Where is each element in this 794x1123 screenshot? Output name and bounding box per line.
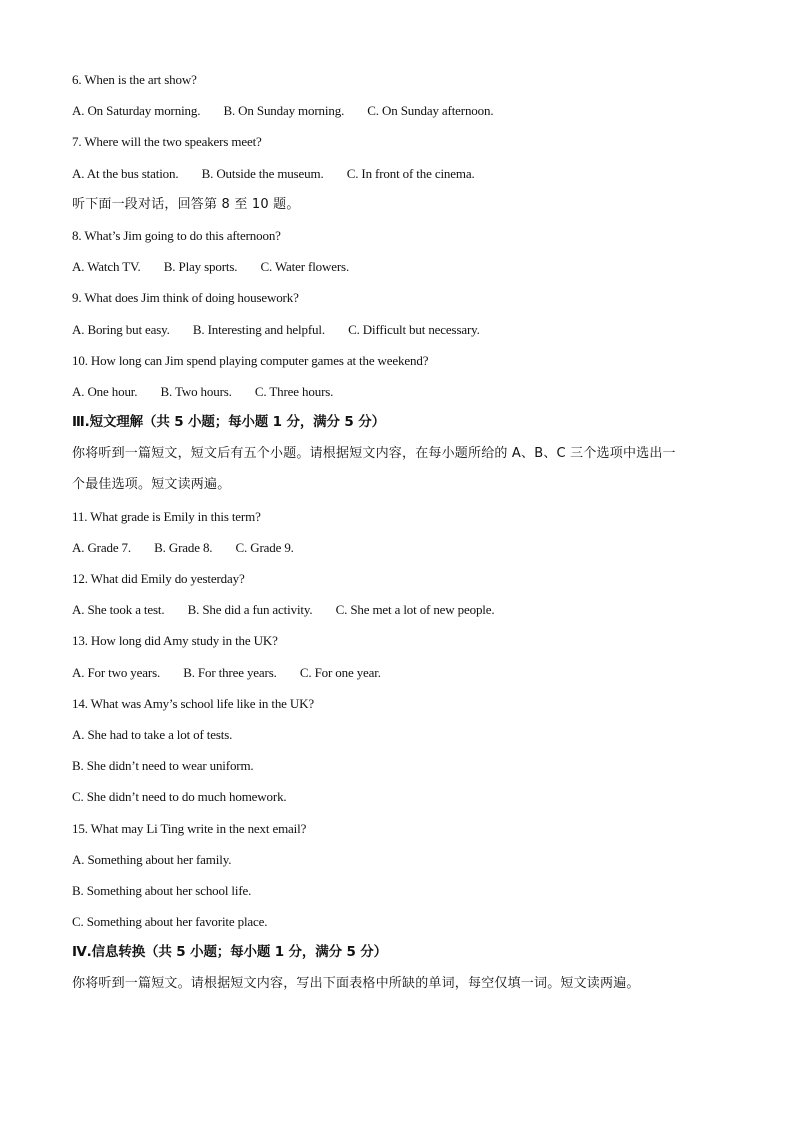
q15-option-b: B. Something about her school life.: [72, 882, 252, 898]
q10-option-c: C. Three hours.: [254, 383, 334, 399]
q6-option-c: C. On Sunday afternoon.: [367, 103, 494, 119]
q9-option-b: B. Interesting and helpful.: [192, 321, 325, 337]
q7-option-c: C. In front of the cinema.: [346, 165, 475, 181]
q8-option-b: B. Play sports.: [163, 259, 238, 275]
question-9: 9. What does Jim think of doing housework?: [72, 290, 299, 306]
question-9-options: [72, 314, 722, 345]
q14-option-b: B. She didn’t need to wear uniform.: [72, 758, 254, 774]
question-10-options: [72, 376, 722, 407]
question-14: 14. What was Amy’s school life like in the UK?: [72, 695, 314, 711]
question-6: 6. When is the art show?: [72, 72, 197, 87]
question-7: 7. Where will the two speakers meet?: [72, 134, 262, 150]
q11-option-c: C. Grade 9.: [235, 539, 294, 555]
question-8-options: [72, 251, 722, 282]
q13-option-b: B. For three years.: [183, 664, 277, 680]
question-6-options: [72, 95, 722, 126]
q7-option-a: A. At the bus station.: [72, 165, 179, 181]
q13-option-c: C. For one year.: [299, 664, 381, 680]
q14-option-a: A. She had to take a lot of tests.: [72, 726, 233, 742]
section-3-instruction-line-1: 你将听到一篇短文，短文后有五个小题。请根据短文内容，在每小题所给的 A、B、C 三个选项中选出一: [72, 446, 676, 462]
q12-option-c: C. She met a lot of new people.: [335, 602, 495, 618]
q6-option-b: B. On Sunday morning.: [223, 103, 345, 119]
section-4-heading: Ⅳ.信息转换（共 5 小题；每小题 1 分，满分 5 分）: [72, 944, 387, 961]
q15-option-a: A. Something about her family.: [72, 851, 232, 867]
question-12-options: [72, 594, 722, 625]
question-7-options: [72, 158, 722, 189]
q12-option-a: A. She took a test.: [72, 602, 165, 618]
question-11: 11. What grade is Emily in this term?: [72, 508, 261, 524]
q9-option-a: A. Boring but easy.: [72, 321, 170, 337]
question-13: 13. How long did Amy study in the UK?: [72, 633, 278, 649]
q11-option-a: A. Grade 7.: [72, 539, 131, 555]
question-13-options: [72, 657, 722, 688]
q10-option-a: A. One hour.: [72, 383, 138, 399]
dialogue-instruction: 听下面一段对话，回答第 8 至 10 题。: [72, 196, 300, 212]
q13-option-a: A. For two years.: [72, 664, 161, 680]
question-10: 10. How long can Jim spend playing computer games at the weekend?: [72, 352, 429, 368]
q8-option-a: A. Watch TV.: [72, 259, 141, 275]
section-3-heading: Ⅲ.短文理解（共 5 小题；每小题 1 分，满分 5 分）: [72, 414, 385, 431]
q9-option-c: C. Difficult but necessary.: [348, 321, 480, 337]
q8-option-c: C. Water flowers.: [260, 259, 350, 275]
q7-option-b: B. Outside the museum.: [201, 165, 324, 181]
question-15: 15. What may Li Ting write in the next email?: [72, 820, 307, 836]
q12-option-b: B. She did a fun activity.: [187, 602, 313, 618]
question-8: 8. What’s Jim going to do this afternoon?: [72, 227, 281, 243]
q6-option-a: A. On Saturday morning.: [72, 103, 201, 119]
q15-option-c: C. Something about her favorite place.: [72, 914, 268, 930]
section-4-instruction: 你将听到一篇短文。请根据短文内容，写出下面表格中所缺的单词，每空仅填一词。短文读两遍。: [72, 976, 640, 992]
section-3-instruction-line-2: 个最佳选项。短文读两遍。: [72, 477, 231, 493]
question-12: 12. What did Emily do yesterday?: [72, 571, 245, 586]
q10-option-b: B. Two hours.: [160, 383, 232, 399]
q14-option-c: C. She didn’t need to do much homework.: [72, 789, 287, 805]
exam-page: [72, 64, 722, 1000]
q11-option-b: B. Grade 8.: [154, 539, 213, 555]
question-11-options: [72, 532, 722, 563]
